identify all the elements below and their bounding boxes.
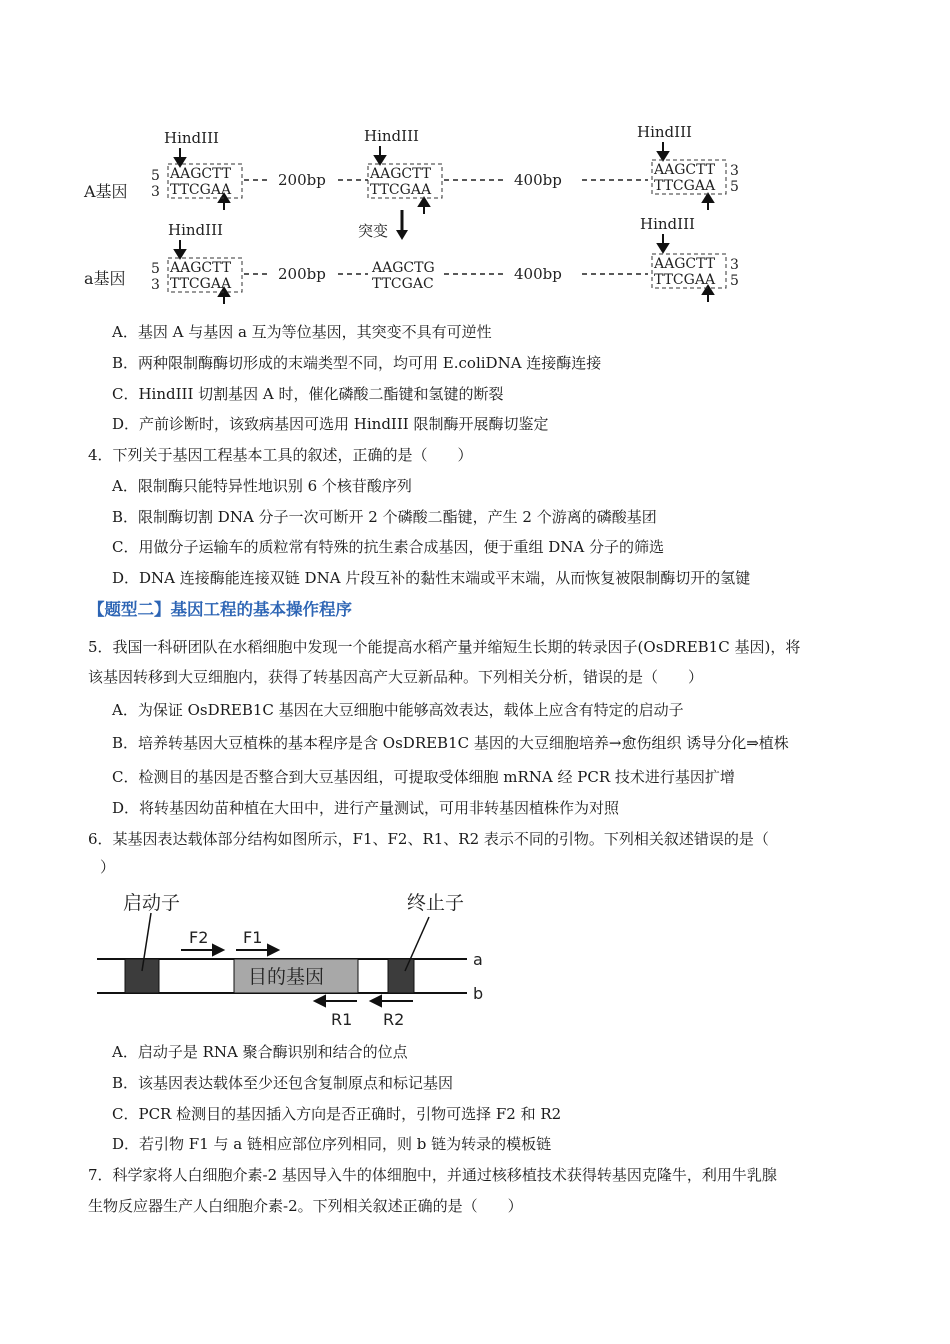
q5-option-c: C．检测目的基因是否整合到大豆基因组，可提取受体细胞 mRNA 经 PCR 技术进行基因扩增 — [112, 768, 735, 786]
q5-option-b: B．培养转基因大豆植株的基本程序是含 OsDREB1C 基因的大豆细胞培养→愈伤组织 诱导分化⇒植株 — [112, 734, 789, 752]
row-label-A: A基因 — [84, 182, 128, 201]
prime-label: 3 — [730, 257, 739, 273]
restriction-map-figure — [80, 118, 760, 308]
prime-label: 5 — [151, 168, 160, 184]
sequence-top: AAGCTT — [170, 166, 232, 182]
sequence-bottom: TTCGAA — [654, 178, 716, 194]
enzyme-label: HindIII — [168, 221, 223, 239]
sequence-bottom: TTCGAA — [170, 182, 232, 198]
q6-option-b: B．该基因表达载体至少还包含复制原点和标记基因 — [112, 1074, 454, 1092]
row-label-a: a基因 — [84, 269, 126, 288]
q5-stem-line1: 5．我国一科研团队在水稻细胞中发现一个能提高水稻产量并缩短生长期的转录因子(OsDREB1C 基因)，将 — [88, 638, 801, 656]
strand-b-label: b — [473, 984, 484, 1003]
prime-label: 5 — [151, 261, 160, 277]
sequence-top: AAGCTT — [370, 166, 432, 182]
q3-option-b: B．两种限制酶酶切形成的末端类型不同，均可用 E.coliDNA 连接酶连接 — [112, 354, 602, 372]
primer-R2-label: R2 — [383, 1010, 405, 1029]
q4-option-a: A．限制酶只能特异性地识别 6 个核苷酸序列 — [112, 477, 412, 495]
enzyme-label: HindIII — [637, 123, 692, 141]
q7-stem-line1: 7．科学家将人白细胞介素-2 基因导入牛的体细胞中，并通过核移植技术获得转基因克隆牛，利用牛乳腺 — [88, 1166, 777, 1184]
sequence-bottom: TTCGAA — [170, 276, 232, 292]
terminator-label: 终止子 — [407, 892, 465, 914]
sequence-bottom: TTCGAA — [370, 182, 432, 198]
q7-stem-line2: 生物反应器生产人白细胞介素-2。下列相关叙述正确的是（ ） — [88, 1197, 523, 1215]
q3-option-c: C．HindIII 切割基因 A 时，催化磷酸二酯键和氢键的断裂 — [112, 385, 504, 403]
expression-vector-figure — [95, 885, 495, 1035]
primer-R1-label: R1 — [331, 1010, 353, 1029]
mutation-label: 突变 — [358, 222, 389, 240]
prime-label: 3 — [730, 163, 739, 179]
prime-label: 3 — [151, 277, 160, 293]
sequence-top: AAGCTT — [654, 256, 716, 272]
enzyme-label: HindIII — [164, 129, 219, 147]
q5-option-a: A．为保证 OsDREB1C 基因在大豆细胞中能够高效表达，载体上应含有特定的启动子 — [112, 701, 684, 719]
target-gene-label: 目的基因 — [248, 966, 325, 988]
q4-option-b: B．限制酶切割 DNA 分子一次可断开 2 个磷酸二酯键，产生 2 个游离的磷酸基团 — [112, 508, 657, 526]
q6-option-d: D．若引物 F1 与 a 链相应部位序列相同，则 b 链为转录的模板链 — [112, 1135, 552, 1153]
q4-option-c: C．用做分子运输车的质粒常有特殊的抗生素合成基因，便于重组 DNA 分子的筛选 — [112, 538, 665, 556]
q6-option-c: C．PCR 检测目的基因插入方向是否正确时，引物可选择 F2 和 R2 — [112, 1105, 562, 1123]
primer-F1-label: F1 — [243, 928, 263, 947]
promoter-label: 启动子 — [123, 892, 181, 914]
sequence-bottom: TTCGAA — [654, 272, 716, 288]
terminator-pointer — [405, 917, 429, 971]
strand-dashes — [244, 180, 648, 274]
q5-stem-line2: 该基因转移到大豆细胞内，获得了转基因高产大豆新品种。下列相关分析，错误的是（ ） — [88, 668, 704, 686]
strand-a-label: a — [473, 950, 483, 969]
mutation-arrow-icon — [396, 210, 408, 240]
enzyme-label: HindIII — [364, 127, 419, 145]
length-label: 400bp — [514, 171, 562, 189]
q6-stem-line1: 6．某基因表达载体部分结构如图所示，F1、F2、R1、R2 表示不同的引物。下列相关叙述错误的是（ — [88, 830, 769, 848]
prime-label: 3 — [151, 184, 160, 200]
enzyme-label: HindIII — [640, 215, 695, 233]
primer-F2-label: F2 — [189, 928, 209, 947]
section-title: 【题型二】基因工程的基本操作程序 — [88, 600, 352, 619]
length-label: 200bp — [278, 171, 326, 189]
q3-option-a: A．基因 A 与基因 a 互为等位基因，其突变不具有可逆性 — [112, 323, 492, 341]
promoter-block — [125, 959, 159, 993]
prime-label: 5 — [730, 273, 739, 289]
q3-option-d: D．产前诊断时，该致病基因可选用 HindIII 限制酶开展酶切鉴定 — [112, 415, 549, 433]
reverse-arrow-icon — [315, 996, 413, 1006]
length-label: 400bp — [514, 265, 562, 283]
q5-option-d: D．将转基因幼苗种植在大田中，进行产量测试，可用非转基因植株作为对照 — [112, 799, 620, 817]
sequence-top: AAGCTT — [170, 260, 232, 276]
q4-option-d: D．DNA 连接酶能连接双链 DNA 片段互补的黏性末端或平末端，从而恢复被限制酶切开的氢键 — [112, 569, 751, 587]
terminator-block — [388, 959, 414, 993]
q6-option-a: A．启动子是 RNA 聚合酶识别和结合的位点 — [112, 1043, 408, 1061]
q6-stem-line2: ） — [100, 858, 116, 876]
prime-label: 5 — [730, 179, 739, 195]
q4-stem: 4．下列关于基因工程基本工具的叙述，正确的是（ ） — [88, 446, 473, 464]
mutant-sequence-top: AAGCTG — [372, 260, 435, 276]
sequence-top: AAGCTT — [654, 162, 716, 178]
length-label: 200bp — [278, 265, 326, 283]
arrow-icon — [175, 142, 713, 304]
mutant-sequence-bottom: TTCGAC — [372, 276, 434, 292]
